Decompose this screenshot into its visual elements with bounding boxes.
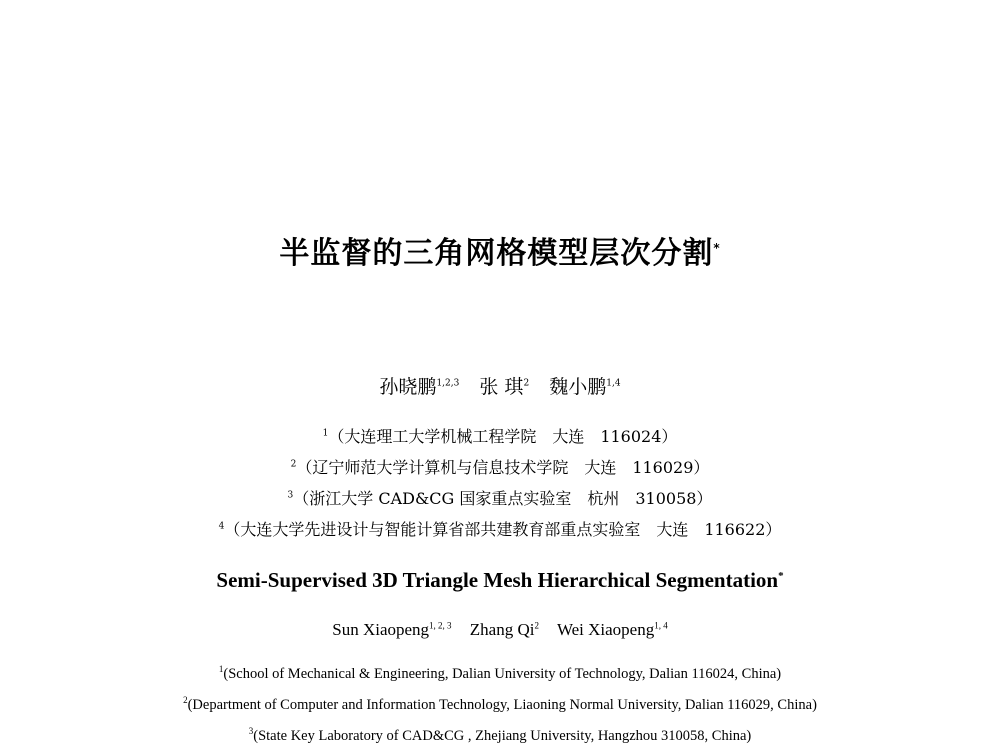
- affiliation-number: 2: [290, 459, 297, 470]
- chinese-author-name: 孙晓鹏: [379, 376, 437, 398]
- affiliation-number: 3: [287, 490, 294, 501]
- affiliation-text: （大连理工大学机械工程学院 大连 116024）: [328, 427, 678, 446]
- affiliation-text: (School of Mechanical & Engineering, Dalian University of Technology, Dalian 116024, China): [223, 666, 782, 682]
- chinese-affiliation-3: [0, 486, 1000, 509]
- english-affiliation-3: [0, 728, 1000, 745]
- chinese-title-text: 半监督的三角网格模型层次分割: [279, 236, 714, 271]
- chinese-title-footnote-mark: *: [713, 241, 721, 255]
- affiliation-number: 1: [322, 428, 329, 439]
- chinese-affiliation-2: [0, 455, 1000, 478]
- chinese-author-name: 魏小鹏: [549, 376, 607, 398]
- english-title-footnote-mark: *: [778, 570, 784, 582]
- english-title: [0, 568, 1000, 593]
- chinese-author-affiliation-mark: 1,2,3: [436, 378, 460, 389]
- affiliation-text: （辽宁师范大学计算机与信息技术学院 大连 116029）: [296, 458, 710, 477]
- chinese-title: [0, 228, 1000, 272]
- affiliation-number: 2: [183, 695, 188, 706]
- chinese-author-affiliation-mark: 2: [523, 378, 530, 389]
- affiliation-text: (State Key Laboratory of CAD&CG , Zhejiang University, Hangzhou 310058, China): [253, 728, 752, 744]
- affiliation-number: 3: [248, 726, 254, 737]
- chinese-author-list: [0, 372, 1000, 399]
- affiliation-number: 4: [218, 521, 225, 532]
- english-affiliation-1: [0, 666, 1000, 683]
- chinese-affiliation-4: [0, 517, 1000, 540]
- english-author-affiliation-mark: 1, 2, 3: [429, 620, 452, 631]
- english-author-affiliation-mark: 1, 4: [654, 620, 668, 631]
- english-title-text: Semi-Supervised 3D Triangle Mesh Hierarchical Segmentation: [216, 568, 779, 592]
- english-author-name: Sun Xiaopeng: [332, 620, 430, 639]
- english-affiliation-2: [0, 697, 1000, 714]
- affiliation-text: （大连大学先进设计与智能计算省部共建教育部重点实验室 大连 116622）: [224, 520, 782, 539]
- chinese-author-affiliation-mark: 1,4: [606, 378, 621, 389]
- english-author-affiliation-mark: 2: [534, 620, 539, 631]
- affiliation-number: 1: [218, 664, 224, 675]
- english-author-name: Wei Xiaopeng: [556, 620, 655, 639]
- english-author-name: Zhang Qi: [469, 620, 535, 639]
- chinese-affiliation-1: [0, 424, 1000, 447]
- affiliation-text: （浙江大学 CAD&CG 国家重点实验室 杭州 310058）: [293, 489, 713, 508]
- chinese-author-name: 张 琪: [479, 376, 524, 398]
- english-author-list: [0, 620, 1000, 640]
- affiliation-text: (Department of Computer and Information Technology, Liaoning Normal University, Dalian 116029, China): [187, 697, 817, 713]
